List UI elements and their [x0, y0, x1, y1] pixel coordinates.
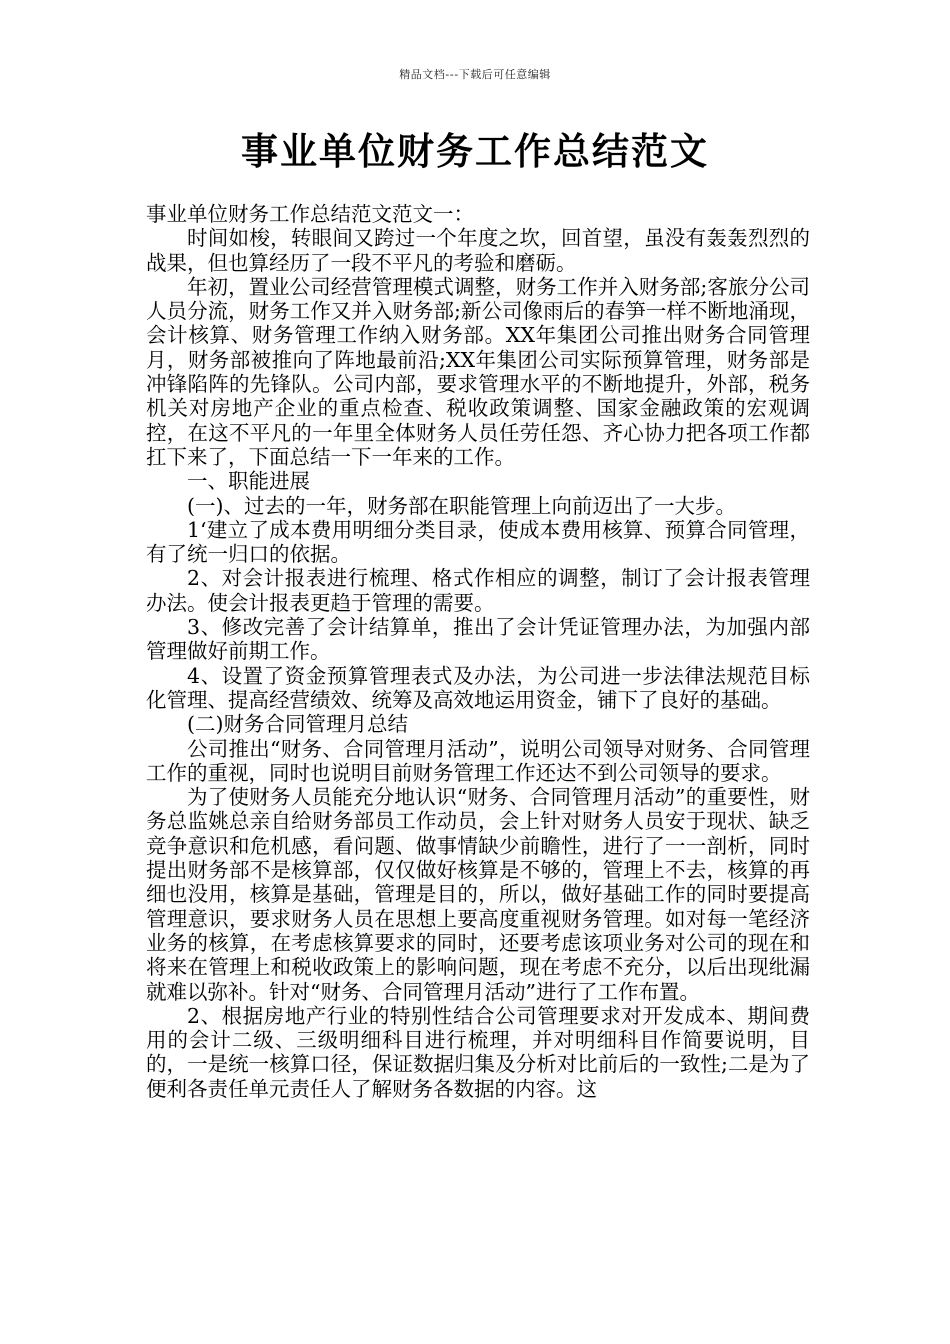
list-item: 3、修改完善了会计结算单，推出了会计凭证管理办法，为加强内部管理做好前期工作。 — [146, 615, 810, 664]
header-note: 精品文档---下载后可任意编辑 — [399, 68, 551, 81]
paragraph: 为了使财务人员能充分地认识“财务、合同管理月活动”的重要性，财务总监姚总亲自给财务部员工作动员，会上针对财务人员安于现状、缺乏竞争意识和危机感，看问题、做事情缺少前瞻性，进行了一一剖析，同时提出财务部不是核算部，仅仅做好核算是不够的，管理上不去，核算的再细也没用，核算是基础，管理是目的，所以，做好基础工作的同时要提高管理意识，要求财务人员在思想上要高度重视财务管理。如对每一笔经济业务的核算，在考虑核算要求的同时，还要考虑该项业务对公司的现在和将来在管理上和税收政策上的影响问题，现在考虑不充分，以后出现纰漏就难以弥补。针对“财务、合同管理月活动”进行了工作布置。 — [146, 785, 810, 1004]
paragraph: 事业单位财务工作总结范文范文一： — [146, 202, 474, 226]
paragraph: 时间如梭，转眼间又跨过一个年度之坎，回首望，虽没有轰轰烈烈的战果，但也算经历了一段不平凡的考验和磨砺。 — [146, 226, 810, 275]
paragraph: 年初，置业公司经营管理模式调整，财务工作并入财务部;客旅分公司人员分流，财务工作又并入财务部;新公司像雨后的春笋一样不断地涌现，会计核算、财务管理工作纳入财务部。XX年集团公司推出财务合同管理月，财务部被推向了阵地最前沿;XX年集团公司实际预算管理，财务部是冲锋陷阵的先锋队。公司内部，要求管理水平的不断地提升，外部，税务机关对房地产企业的重点检查、税收政策调整、国家金融政策的宏观调控，在这不平凡的一年里全体财务人员任劳任怨、齐心协力把各项工作都扛下来了，下面总结一下一年来的工作。 — [146, 274, 810, 469]
list-item: 4、设置了资金预算管理表式及办法，为公司进一步法律法规范目标化管理、提高经营绩效、统筹及高效地运用资金，铺下了良好的基础。 — [146, 663, 810, 712]
list-item: 1‘建立了成本费用明细分类目录，使成本费用核算、预算合同管理，有了统一归口的依据。 — [146, 517, 810, 567]
list-item: 2、根据房地产行业的特别性结合公司管理要求对开发成本、期间费用的会计二级、三级明细科目进行梳理，并对明细科目作简要说明，目的，一是统一核算口径，保证数据归集及分析对比前后的一致性;二是为了便利各责任单元责任人了解财务各数据的内容。这 — [146, 1003, 810, 1101]
document-body — [146, 202, 810, 1101]
document-title: 事业单位财务工作总结范文 — [241, 130, 709, 173]
subsection-heading: (一)、过去的一年，财务部在职能管理上向前迈出了一大步。 — [187, 493, 736, 518]
paragraph: 公司推出“财务、合同管理月活动”，说明公司领导对财务、合同管理工作的重视，同时也说明目前财务管理工作还达不到公司领导的要求。 — [146, 736, 810, 785]
section-heading: 一、职能进展 — [187, 469, 310, 494]
subsection-heading: (二)财务合同管理月总结 — [187, 712, 408, 737]
list-item: 2、对会计报表进行梳理、格式作相应的调整，制订了会计报表管理办法。使会计报表更趋于管理的需要。 — [146, 566, 810, 615]
